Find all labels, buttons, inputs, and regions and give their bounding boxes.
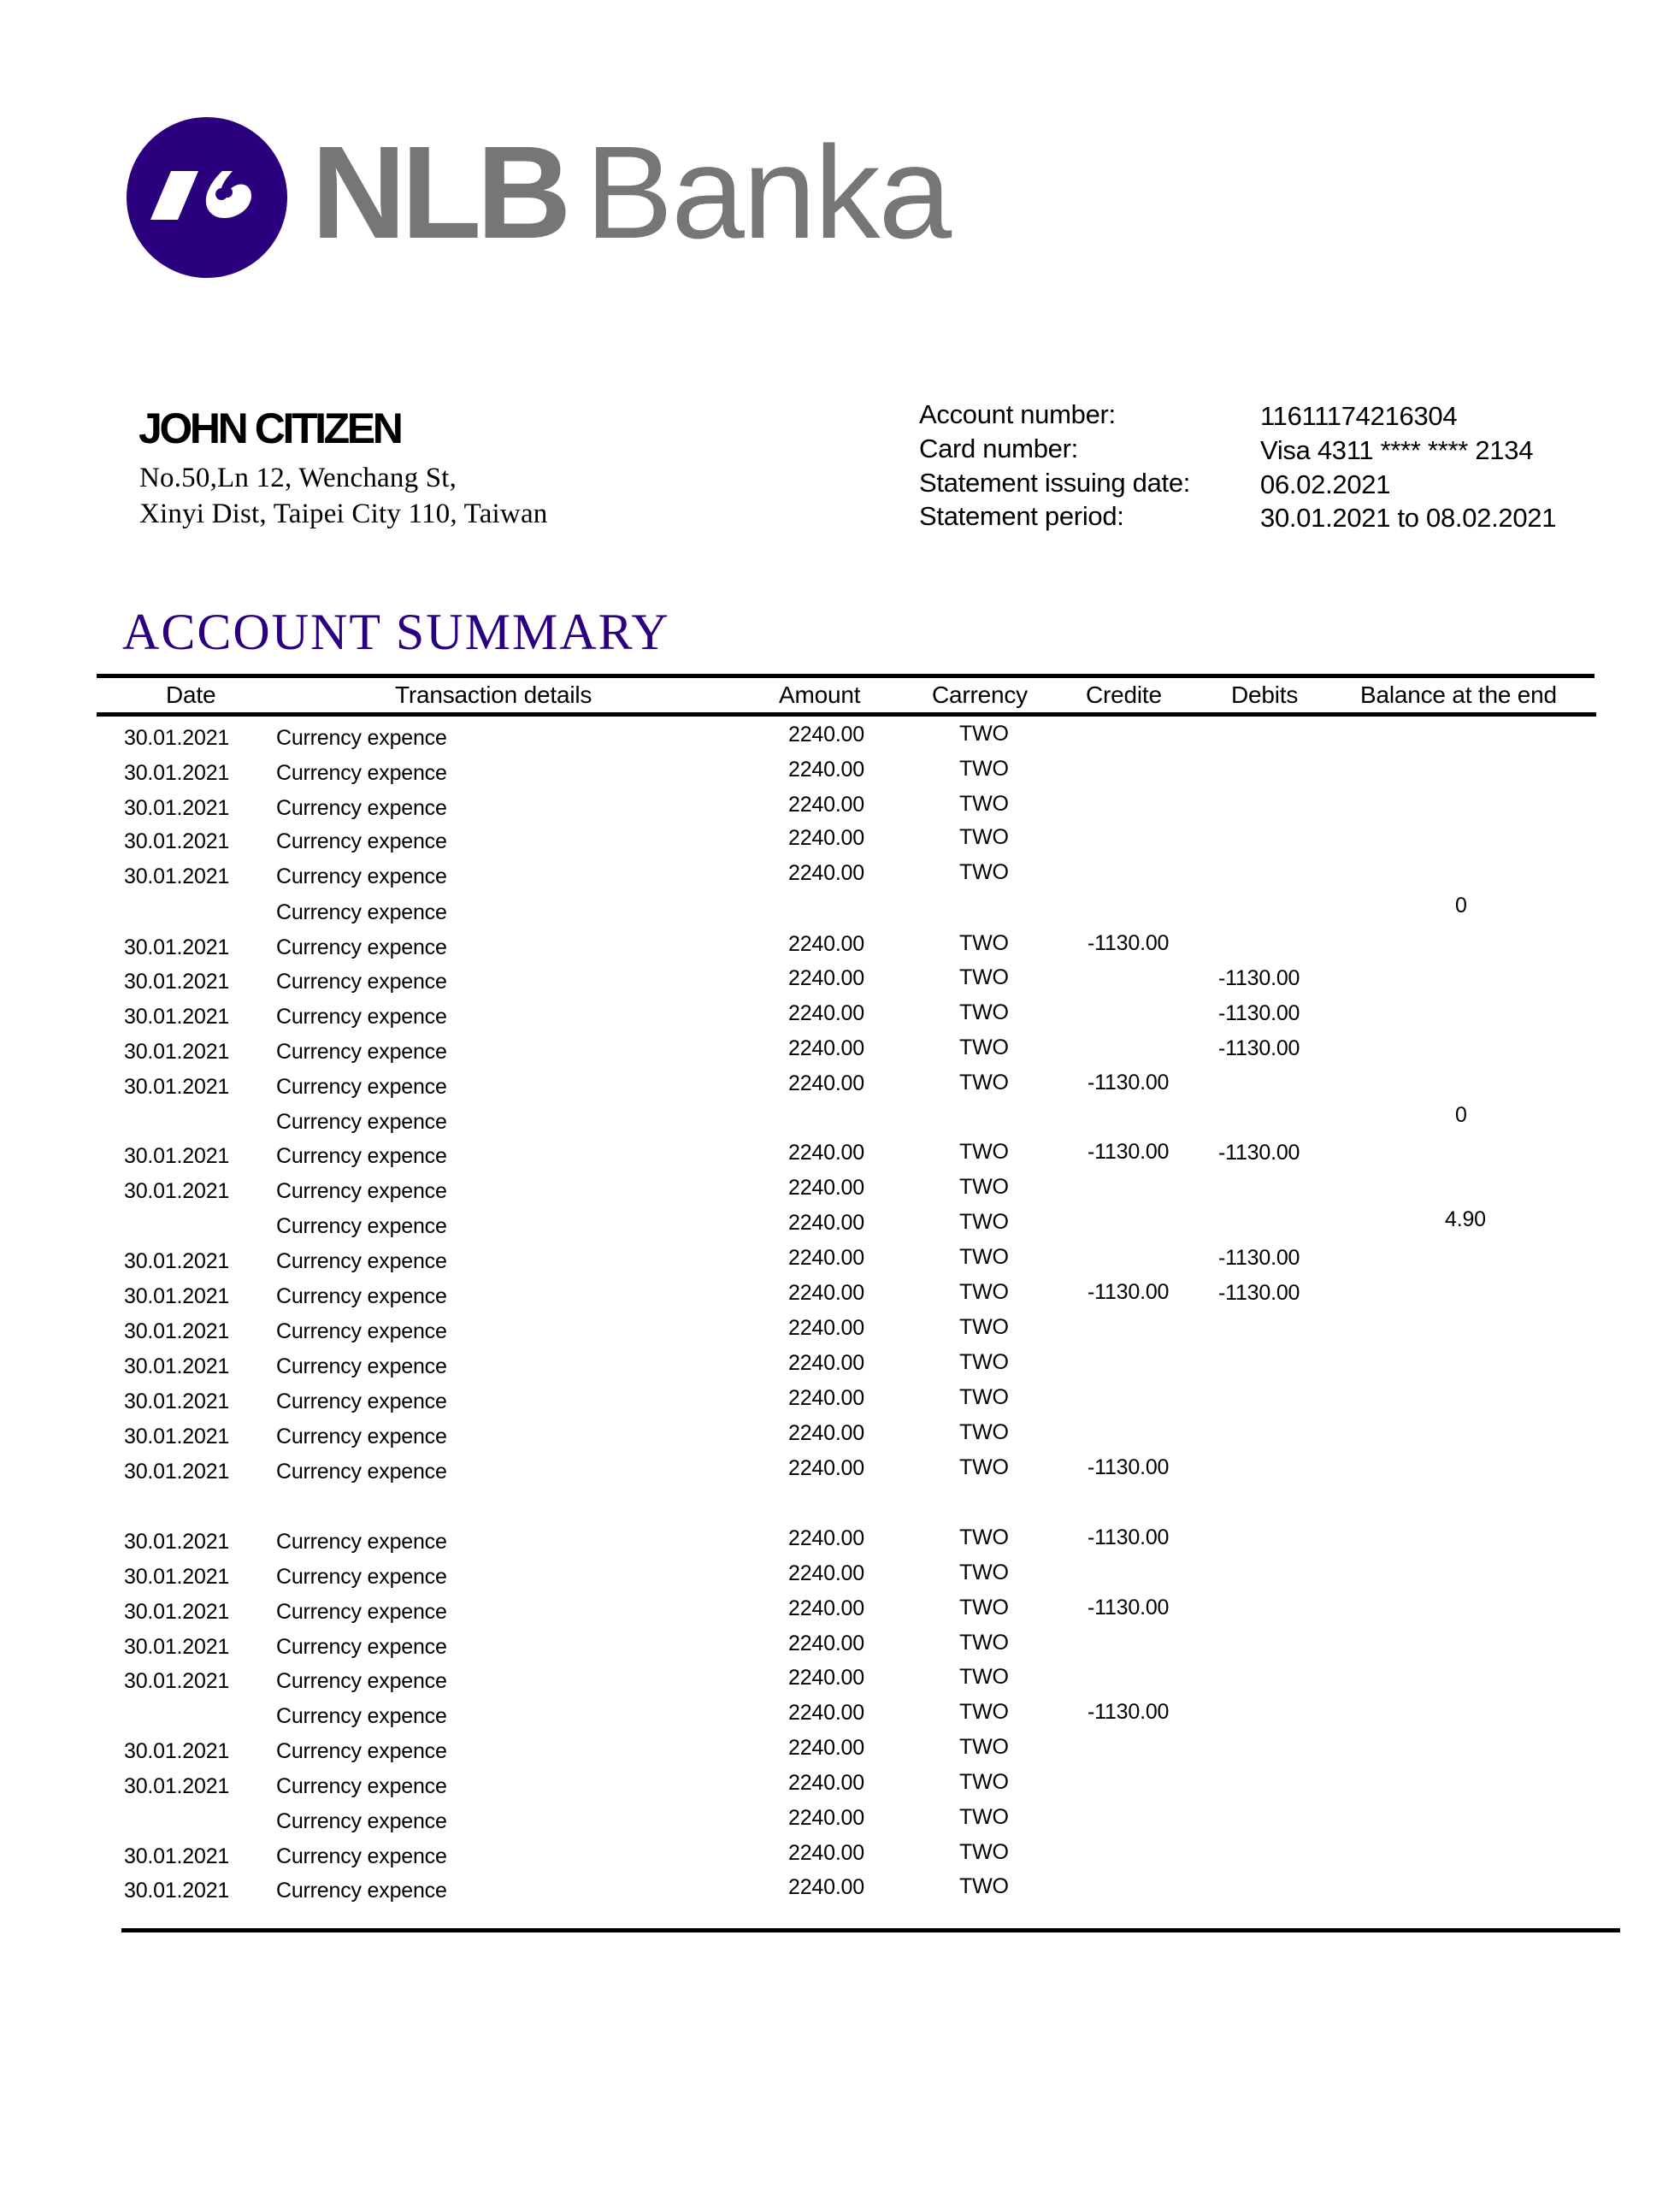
- debit-cell: -1130.00: [1218, 966, 1300, 990]
- details-cell: Currency expence: [276, 1144, 447, 1168]
- currency-cell: TWO: [959, 1631, 1009, 1655]
- details-cell: Currency expence: [276, 761, 447, 785]
- currency-cell: TWO: [959, 1245, 1009, 1269]
- amount-cell: 2240.00: [788, 861, 864, 885]
- date-cell: 30.01.2021: [124, 1879, 230, 1903]
- date-cell: 30.01.2021: [124, 761, 230, 785]
- date-cell: 30.01.2021: [124, 1390, 230, 1413]
- card-number-label: Card number:: [919, 434, 1078, 463]
- currency-cell: TWO: [959, 1596, 1009, 1620]
- amount-cell: 2240.00: [788, 1211, 864, 1235]
- currency-cell: TWO: [959, 1770, 1009, 1794]
- column-header-debits: Debits: [1231, 681, 1299, 708]
- bank-name-regular: Banka: [585, 119, 951, 266]
- amount-cell: 2240.00: [788, 1771, 864, 1795]
- account-summary-heading: ACCOUNT SUMMARY: [122, 604, 670, 660]
- details-cell: Currency expence: [276, 1319, 447, 1343]
- credit-cell: -1130.00: [1088, 1455, 1170, 1479]
- account-number-value: 11611174216304: [1260, 401, 1458, 431]
- currency-cell: TWO: [959, 1561, 1009, 1584]
- currency-cell: TWO: [959, 1735, 1009, 1759]
- currency-cell: TWO: [959, 1071, 1009, 1094]
- credit-cell: -1130.00: [1088, 1140, 1170, 1164]
- amount-cell: 2240.00: [788, 1841, 864, 1865]
- amount-cell: 2240.00: [788, 1456, 864, 1480]
- column-header-credit: Credite: [1086, 681, 1162, 708]
- credit-cell: -1130.00: [1088, 1280, 1170, 1304]
- date-cell: 30.01.2021: [124, 726, 230, 750]
- details-cell: Currency expence: [276, 1179, 447, 1203]
- credit-cell: -1130.00: [1088, 1071, 1170, 1094]
- customer-name: JOHN CITIZEN: [139, 404, 401, 452]
- currency-cell: TWO: [959, 1700, 1009, 1724]
- amount-cell: 2240.00: [788, 1421, 864, 1445]
- currency-cell: TWO: [959, 1140, 1009, 1164]
- details-cell: Currency expence: [276, 1809, 447, 1833]
- amount-cell: 2240.00: [788, 1875, 864, 1899]
- currency-cell: TWO: [959, 1280, 1009, 1304]
- currency-cell: TWO: [959, 1420, 1009, 1444]
- date-cell: 30.01.2021: [124, 935, 230, 959]
- table-header-rule: [97, 712, 1596, 717]
- balance-cell: 4.90: [1445, 1207, 1486, 1231]
- date-cell: 30.01.2021: [124, 1530, 230, 1554]
- amount-cell: 2240.00: [788, 1176, 864, 1200]
- details-cell: Currency expence: [276, 864, 447, 888]
- column-header-details: Transaction details: [395, 681, 592, 708]
- date-cell: 30.01.2021: [124, 1284, 230, 1308]
- date-cell: 30.01.2021: [124, 1179, 230, 1203]
- currency-cell: TWO: [959, 792, 1009, 816]
- details-cell: Currency expence: [276, 1739, 447, 1763]
- currency-cell: TWO: [959, 931, 1009, 955]
- amount-cell: 2240.00: [788, 1386, 864, 1410]
- date-cell: 30.01.2021: [124, 970, 230, 994]
- bank-name-bold: NLB: [311, 119, 567, 266]
- date-cell: 30.01.2021: [124, 829, 230, 853]
- currency-cell: TWO: [959, 1175, 1009, 1199]
- details-cell: Currency expence: [276, 1635, 447, 1659]
- details-cell: Currency expence: [276, 1214, 447, 1238]
- date-cell: 30.01.2021: [124, 1669, 230, 1693]
- column-header-amount: Amount: [779, 681, 861, 708]
- currency-cell: TWO: [959, 1840, 1009, 1864]
- details-cell: Currency expence: [276, 829, 447, 853]
- credit-cell: -1130.00: [1088, 1525, 1170, 1549]
- amount-cell: 2240.00: [788, 1071, 864, 1095]
- date-cell: 30.01.2021: [124, 1565, 230, 1589]
- details-cell: Currency expence: [276, 1040, 447, 1064]
- date-cell: 30.01.2021: [124, 1635, 230, 1659]
- amount-cell: 2240.00: [788, 1701, 864, 1725]
- details-cell: Currency expence: [276, 1005, 447, 1029]
- issuing-date-label: Statement issuing date:: [919, 468, 1191, 498]
- table-top-rule: [97, 674, 1595, 678]
- statement-period-label: Statement period:: [919, 501, 1124, 531]
- debit-cell: -1130.00: [1218, 1246, 1300, 1270]
- balance-cell: 0: [1455, 1103, 1467, 1127]
- currency-cell: TWO: [959, 722, 1009, 746]
- currency-cell: TWO: [959, 860, 1009, 884]
- amount-cell: 2240.00: [788, 1351, 864, 1375]
- date-cell: 30.01.2021: [124, 1354, 230, 1378]
- amount-cell: 2240.00: [788, 1806, 864, 1830]
- amount-cell: 2240.00: [788, 1666, 864, 1690]
- amount-cell: 2240.00: [788, 1001, 864, 1025]
- issuing-date-value: 06.02.2021: [1260, 469, 1391, 499]
- date-cell: 30.01.2021: [124, 1005, 230, 1029]
- currency-cell: TWO: [959, 965, 1009, 989]
- amount-cell: 2240.00: [788, 1246, 864, 1270]
- details-cell: Currency expence: [276, 726, 447, 750]
- details-cell: Currency expence: [276, 1879, 447, 1903]
- currency-cell: TWO: [959, 1874, 1009, 1898]
- currency-cell: TWO: [959, 1385, 1009, 1409]
- details-cell: Currency expence: [276, 1460, 447, 1484]
- details-cell: Currency expence: [276, 1704, 447, 1728]
- column-header-balance: Balance at the end: [1360, 681, 1557, 708]
- credit-cell: -1130.00: [1088, 1700, 1170, 1724]
- details-cell: Currency expence: [276, 1565, 447, 1589]
- date-cell: 30.01.2021: [124, 1460, 230, 1484]
- date-cell: 30.01.2021: [124, 1425, 230, 1449]
- details-cell: Currency expence: [276, 1669, 447, 1693]
- currency-cell: TWO: [959, 1210, 1009, 1234]
- debit-cell: -1130.00: [1218, 1281, 1300, 1305]
- column-header-date: Date: [166, 681, 216, 708]
- nlb-logo-icon: [127, 117, 287, 278]
- table-bottom-rule: [121, 1928, 1620, 1932]
- date-cell: 30.01.2021: [124, 1774, 230, 1798]
- amount-cell: 2240.00: [788, 758, 864, 782]
- date-cell: 30.01.2021: [124, 1075, 230, 1099]
- currency-cell: TWO: [959, 757, 1009, 781]
- amount-cell: 2240.00: [788, 1561, 864, 1585]
- balance-cell: 0: [1455, 894, 1467, 917]
- currency-cell: TWO: [959, 1350, 1009, 1374]
- currency-cell: TWO: [959, 1805, 1009, 1829]
- date-cell: 30.01.2021: [124, 1319, 230, 1343]
- date-cell: 30.01.2021: [124, 1600, 230, 1624]
- currency-cell: TWO: [959, 1035, 1009, 1059]
- currency-cell: TWO: [959, 1525, 1009, 1549]
- date-cell: 30.01.2021: [124, 796, 230, 820]
- credit-cell: -1130.00: [1088, 1596, 1170, 1620]
- details-cell: Currency expence: [276, 1284, 447, 1308]
- details-cell: Currency expence: [276, 1354, 447, 1378]
- amount-cell: 2240.00: [788, 793, 864, 817]
- currency-cell: TWO: [959, 1665, 1009, 1689]
- amount-cell: 2240.00: [788, 966, 864, 990]
- details-cell: Currency expence: [276, 1530, 447, 1554]
- amount-cell: 2240.00: [788, 1526, 864, 1550]
- currency-cell: TWO: [959, 825, 1009, 849]
- debit-cell: -1130.00: [1218, 1001, 1300, 1025]
- debit-cell: -1130.00: [1218, 1036, 1300, 1060]
- amount-cell: 2240.00: [788, 723, 864, 746]
- bank-wordmark: [311, 119, 951, 266]
- details-cell: Currency expence: [276, 1390, 447, 1413]
- date-cell: 30.01.2021: [124, 1040, 230, 1064]
- date-cell: 30.01.2021: [124, 1144, 230, 1168]
- details-cell: Currency expence: [276, 935, 447, 959]
- currency-cell: TWO: [959, 1455, 1009, 1479]
- details-cell: Currency expence: [276, 1844, 447, 1868]
- credit-cell: -1130.00: [1088, 931, 1170, 955]
- date-cell: 30.01.2021: [124, 1739, 230, 1763]
- amount-cell: 2240.00: [788, 932, 864, 956]
- details-cell: Currency expence: [276, 970, 447, 994]
- account-number-label: Account number:: [919, 399, 1116, 429]
- details-cell: Currency expence: [276, 1075, 447, 1099]
- details-cell: Currency expence: [276, 796, 447, 820]
- details-cell: Currency expence: [276, 1425, 447, 1449]
- amount-cell: 2240.00: [788, 1281, 864, 1305]
- details-cell: Currency expence: [276, 1774, 447, 1798]
- statement-period-value: 30.01.2021 to 08.02.2021: [1260, 503, 1557, 533]
- details-cell: Currency expence: [276, 1110, 447, 1134]
- amount-cell: 2240.00: [788, 1036, 864, 1060]
- amount-cell: 2240.00: [788, 1596, 864, 1620]
- customer-address-line-2: Xinyi Dist, Taipei City 110, Taiwan: [139, 499, 548, 529]
- customer-address-line-1: No.50,Ln 12, Wenchang St,: [139, 463, 457, 493]
- amount-cell: 2240.00: [788, 1631, 864, 1655]
- date-cell: 30.01.2021: [124, 1844, 230, 1868]
- details-cell: Currency expence: [276, 900, 447, 924]
- column-header-currency: Carrency: [932, 681, 1028, 708]
- currency-cell: TWO: [959, 1000, 1009, 1024]
- card-number-value: Visa 4311 **** **** 2134: [1260, 435, 1534, 465]
- debit-cell: -1130.00: [1218, 1141, 1300, 1165]
- currency-cell: TWO: [959, 1315, 1009, 1339]
- details-cell: Currency expence: [276, 1600, 447, 1624]
- date-cell: 30.01.2021: [124, 864, 230, 888]
- amount-cell: 2240.00: [788, 826, 864, 850]
- amount-cell: 2240.00: [788, 1141, 864, 1165]
- details-cell: Currency expence: [276, 1249, 447, 1273]
- amount-cell: 2240.00: [788, 1316, 864, 1340]
- date-cell: 30.01.2021: [124, 1249, 230, 1273]
- amount-cell: 2240.00: [788, 1736, 864, 1760]
